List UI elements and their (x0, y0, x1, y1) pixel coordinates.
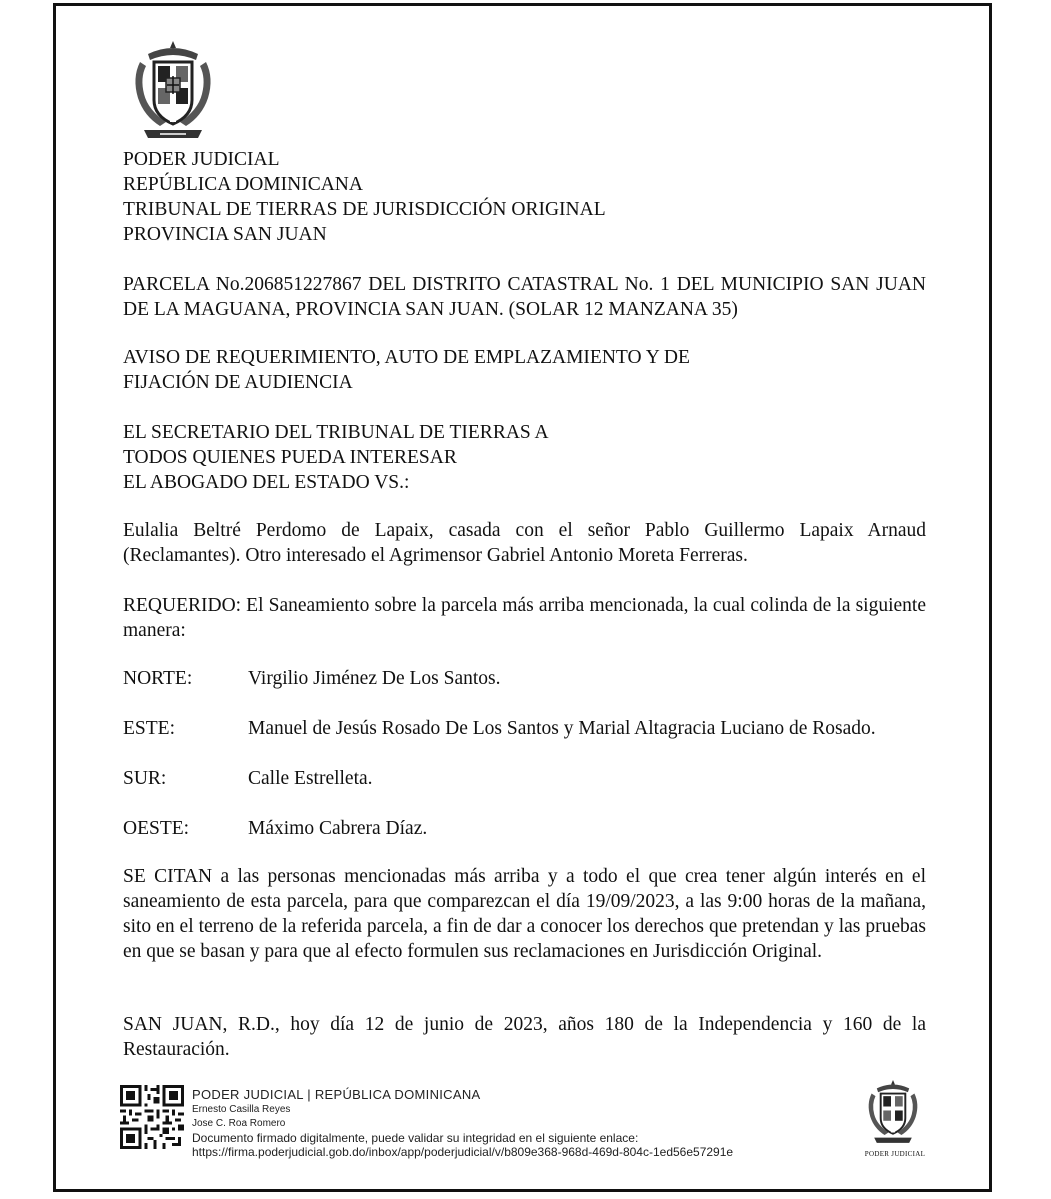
digital-signature-block (192, 1087, 852, 1159)
boundary-value: Máximo Cabrera Díaz. (248, 818, 428, 839)
logo-caption: PODER JUDICIAL (864, 1150, 926, 1158)
notice-title-line2: FIJACIÓN DE AUDIENCIA (123, 372, 353, 393)
boundary-value: Calle Estrelleta. (248, 768, 373, 789)
header-line-tribunal: TRIBUNAL DE TIERRAS DE JURISDICCIÓN ORIGINAL (123, 199, 606, 220)
boundary-label: ESTE: (123, 718, 175, 739)
signer-name: Ernesto Casilla Reyes (192, 1104, 291, 1115)
boundary-label: NORTE: (123, 668, 193, 689)
coat-of-arms-icon (130, 38, 216, 146)
addressee-line3: EL ABOGADO DEL ESTADO VS.: (123, 472, 410, 493)
addressee-line1: EL SECRETARIO DEL TRIBUNAL DE TIERRAS A (123, 422, 549, 443)
boundary-value: Virgilio Jiménez De Los Santos. (248, 668, 501, 689)
notice-title-line1: AVISO DE REQUERIMIENTO, AUTO DE EMPLAZAMIENTO Y DE (123, 347, 690, 368)
parties-paragraph: Eulalia Beltré Perdomo de Lapaix, casada con el señor Pablo Guillermo Lapaix Arnaud (Reclamantes). Otro interesado el Agrimensor Gabriel Antonio Moreta Ferreras. (123, 520, 926, 566)
boundary-label: SUR: (123, 768, 167, 789)
summons-paragraph: SE CITAN a las personas mencionadas más arriba y a todo el que crea tener algún interés en el saneamiento de esta parcela, para que comparezcan el día 19/09/2023, a las 9:00 horas de la mañana, sito en el terreno de la referida parcela, a fin de dar a conocer los derechos que pretendan y las pruebas en que se basan y para que al efecto formulen sus reclamaciones en Jurisdicción Original. (123, 866, 926, 962)
poder-judicial-logo-icon (862, 1078, 924, 1148)
verification-link[interactable]: https://firma.poderjudicial.gob.do/inbox/app/poderjudicial/v/b809e368-968d-469d-804c-1ed56e57291e (192, 1145, 734, 1159)
requirement-paragraph: REQUERIDO: El Saneamiento sobre la parcela más arriba mencionada, la cual colinda de la siguiente manera: (123, 595, 926, 641)
header-line-country: REPÚBLICA DOMINICANA (123, 174, 363, 195)
header-line-province: PROVINCIA SAN JUAN (123, 224, 327, 245)
boundary-value: Manuel de Jesús Rosado De Los Santos y Marial Altagracia Luciano de Rosado. (248, 718, 876, 739)
signer-name: Jose C. Roa Romero (192, 1118, 286, 1129)
parcela-description: PARCELA No.206851227867 DEL DISTRITO CATASTRAL No. 1 DEL MUNICIPIO SAN JUAN DE LA MAGUANA, PROVINCIA SAN JUAN. (SOLAR 12 MANZANA 35) (123, 274, 926, 320)
boundary-label: OESTE: (123, 818, 190, 839)
notice-title (123, 345, 926, 395)
signature-note: Documento firmado digitalmente, puede validar su integridad en el siguiente enlace: (192, 1131, 639, 1145)
qr-code-icon[interactable] (120, 1083, 184, 1151)
addressee-line2: TODOS QUIENES PUEDA INTERESAR (123, 447, 457, 468)
signature-institution: PODER JUDICIAL | REPÚBLICA DOMINICANA (192, 1087, 481, 1102)
addressee-block (123, 420, 926, 495)
date-paragraph: SAN JUAN, R.D., hoy día 12 de junio de 2023, años 180 de la Independencia y 160 de la Restauración. (123, 1014, 926, 1060)
court-header (123, 147, 926, 247)
header-line-institution: PODER JUDICIAL (123, 149, 280, 170)
